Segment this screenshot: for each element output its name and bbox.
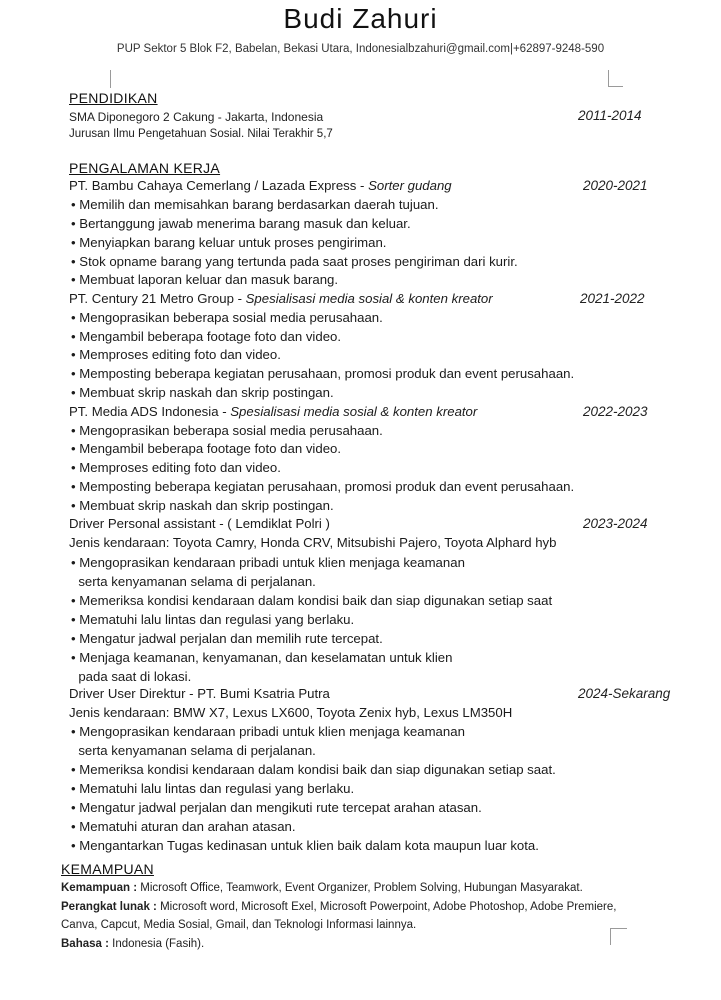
school-name: SMA Diponegoro 2 Cakung (69, 110, 215, 124)
job-bullet: • Mengoprasikan kendaraan pribadi untuk klien menjaga keamanan (71, 724, 465, 739)
job-years-3: 2022-2023 (583, 404, 648, 419)
job-company: PT. Media ADS Indonesia - (69, 404, 231, 419)
education-years: 2011-2014 (578, 108, 642, 123)
education-school-line (69, 110, 323, 124)
skills-software-continued: Canva, Capcut, Media Sosial, Gmail, dan Teknologi Informasi lainnya. (61, 919, 417, 931)
experience-heading: PENGALAMAN KERJA (69, 160, 221, 176)
skills-software-label: Perangkat lunak : (61, 901, 157, 913)
job-bullet: • Mematuhi lalu lintas dan regulasi yang berlaku. (71, 612, 355, 627)
skills-abilities-label: Kemampuan : (61, 882, 138, 894)
job-vehicles: Jenis kendaraan: BMW X7, Lexus LX600, Toyota Zenix hyb, Lexus LM350H (69, 705, 513, 720)
skills-abilities (61, 882, 583, 894)
job-role: Spesialisasi media sosial & konten kreator (230, 404, 478, 419)
job-bullet: • Mengatur jadwal perjalan dan mengikuti rute tercepat arahan atasan. (71, 800, 482, 815)
job-title-4 (69, 516, 330, 531)
job-role: Spesialisasi media sosial & konten kreator (245, 291, 493, 306)
job-title-2 (69, 291, 493, 306)
school-location: - Jakarta, Indonesia (214, 110, 324, 124)
job-bullet: • Mengambil beberapa footage foto dan video. (71, 329, 342, 344)
contact-line: PUP Sektor 5 Blok F2, Babelan, Bekasi Utara, Indonesialbzahuri@gmail.com|+62897-9248-590 (116, 43, 605, 55)
applicant-name: Budi Zahuri (283, 3, 438, 34)
job-bullet: • Mengoprasikan beberapa sosial media perusahaan. (71, 423, 383, 438)
skills-abilities-value: Microsoft Office, Teamwork, Event Organizer, Problem Solving, Hubungan Masyarakat. (137, 882, 583, 894)
crop-mark-top-left (110, 70, 111, 88)
job-bullet: • Memproses editing foto dan video. (71, 460, 281, 475)
job-title-5 (69, 686, 330, 701)
job-years-5: 2024-Sekarang (578, 686, 671, 701)
job-title-1 (69, 178, 452, 193)
job-role: Sorter gudang (368, 178, 452, 193)
job-bullet-continued: serta kenyamanan selama di perjalanan. (71, 743, 316, 758)
job-company: Driver User Direktur - PT. Bumi Ksatria Putra (69, 686, 330, 701)
job-bullet: • Membuat skrip naskah dan skrip postingan. (71, 498, 334, 513)
job-bullet: • Membuat laporan keluar dan masuk barang. (71, 272, 339, 287)
crop-mark-bottom-right (610, 928, 627, 945)
job-bullet: • Mematuhi lalu lintas dan regulasi yang berlaku. (71, 781, 355, 796)
job-title-3 (69, 404, 477, 419)
job-bullet: • Menjaga keamanan, kenyamanan, dan keselamatan untuk klien (71, 650, 453, 665)
job-bullet: • Membuat skrip naskah dan skrip postingan. (71, 385, 334, 400)
job-bullet-continued: pada saat di lokasi. (71, 669, 192, 684)
job-bullet: • Mengoprasikan beberapa sosial media perusahaan. (71, 310, 383, 325)
job-bullet: • Mengantarkan Tugas kedinasan untuk klien baik dalam kota maupun luar kota. (71, 838, 539, 853)
job-bullet: • Memproses editing foto dan video. (71, 347, 281, 362)
job-bullet: • Mengambil beberapa footage foto dan video. (71, 441, 342, 456)
skills-language-label: Bahasa : (61, 938, 109, 950)
job-bullet: • Bertanggung jawab menerima barang masuk dan keluar. (71, 216, 411, 231)
job-bullet: • Mengoprasikan kendaraan pribadi untuk klien menjaga keamanan (71, 555, 465, 570)
job-bullet: • Mengatur jadwal perjalan dan memilih rute tercepat. (71, 631, 383, 646)
job-years-2: 2021-2022 (580, 291, 645, 306)
job-bullet: • Mematuhi aturan dan arahan atasan. (71, 819, 296, 834)
job-company: Driver Personal assistant - ( Lemdiklat Polri ) (69, 516, 330, 531)
education-detail: Jurusan Ilmu Pengetahuan Sosial. Nilai Terakhir 5,7 (69, 128, 333, 140)
job-company: PT. Century 21 Metro Group - (69, 291, 246, 306)
job-bullet: • Memposting beberapa kegiatan perusahaan, promosi produk dan event perusahaan. (71, 366, 575, 381)
skills-software (61, 901, 616, 913)
job-bullet: • Memeriksa kondisi kendaraan dalam kondisi baik dan siap digunakan setiap saat (71, 593, 553, 608)
skills-language (61, 938, 204, 950)
job-years-4: 2023-2024 (583, 516, 648, 531)
job-bullet: • Memposting beberapa kegiatan perusahaan, promosi produk dan event perusahaan. (71, 479, 575, 494)
job-years-1: 2020-2021 (583, 178, 648, 193)
job-bullet-continued: serta kenyamanan selama di perjalanan. (71, 574, 316, 589)
job-vehicles: Jenis kendaraan: Toyota Camry, Honda CRV, Mitsubishi Pajero, Toyota Alphard hyb (69, 535, 557, 550)
crop-mark-top-right (608, 70, 623, 87)
job-bullet: • Memilih dan memisahkan barang berdasarkan daerah tujuan. (71, 197, 439, 212)
job-bullet: • Memeriksa kondisi kendaraan dalam kondisi baik dan siap digunakan setiap saat. (71, 762, 556, 777)
job-bullet: • Stok opname barang yang tertunda pada saat proses pengiriman dari kurir. (71, 254, 518, 269)
skills-language-value: Indonesia (Fasih). (108, 938, 205, 950)
education-heading: PENDIDIKAN (69, 90, 158, 106)
job-bullet: • Menyiapkan barang keluar untuk proses pengiriman. (71, 235, 387, 250)
job-company: PT. Bambu Cahaya Cemerlang / Lazada Express - (69, 178, 369, 193)
skills-software-value: Microsoft word, Microsoft Exel, Microsoft Powerpoint, Adobe Photoshop, Adobe Premiere, (156, 901, 617, 913)
skills-heading: KEMAMPUAN (61, 861, 154, 877)
